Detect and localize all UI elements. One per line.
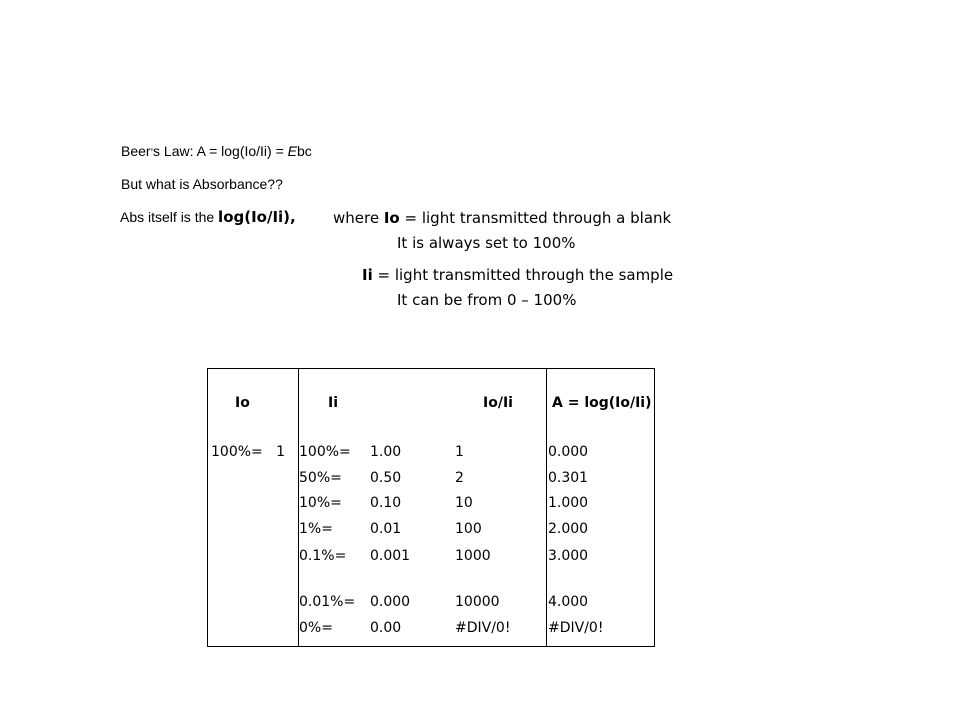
cell-absorbance: 4.000 (548, 594, 589, 610)
header-io-ii: Io/Ii (483, 395, 513, 411)
cell-percent: 0.01%= (299, 594, 356, 610)
cell-absorbance: 0.301 (548, 470, 589, 486)
ii-definition (362, 266, 673, 284)
absorbance-table (207, 368, 655, 647)
cell-ratio: 1 (455, 444, 464, 460)
beers-law-prefix: Beer (121, 143, 151, 159)
absorbance-question: But what is Absorbance?? (121, 176, 283, 192)
io-description: = light transmitted through a blank (399, 209, 672, 227)
header-io: Io (235, 395, 250, 411)
cell-absorbance: #DIV/0! (548, 620, 604, 636)
ii-symbol: Ii (362, 266, 373, 284)
cell-percent: 1%= (299, 521, 333, 537)
cell-percent: 100%= (299, 444, 351, 460)
cell-fraction: 0.000 (370, 594, 411, 610)
header-absorbance: A = log(Io/Ii) (552, 395, 652, 411)
cell-absorbance: 1.000 (548, 495, 589, 511)
cell-fraction: 0.10 (370, 495, 402, 511)
cell-fraction: 0.00 (370, 620, 402, 636)
cell-ratio: 1000 (455, 548, 491, 564)
cell-absorbance: 2.000 (548, 521, 589, 537)
cell-percent: 10%= (299, 495, 342, 511)
ii-note: It can be from 0 – 100% (397, 291, 577, 309)
abs-definition-prefix: Abs itself is the (120, 209, 219, 225)
where-text: where (333, 209, 384, 227)
beers-law-apostrophe: ’ (150, 147, 154, 159)
ii-description: = light transmitted through the sample (372, 266, 674, 284)
cell-fraction: 1.00 (370, 444, 402, 460)
column-divider (546, 369, 547, 646)
cell-absorbance: 3.000 (548, 548, 589, 564)
header-ii: Ii (328, 395, 339, 411)
cell-fraction: 0.01 (370, 521, 402, 537)
cell-ratio: 10 (455, 495, 473, 511)
io-note: It is always set to 100% (397, 234, 576, 252)
cell-ratio: 100 (455, 521, 482, 537)
cell-fraction: 0.50 (370, 470, 402, 486)
cell-fraction: 0.001 (370, 548, 411, 564)
abs-definition-formula: log(Io/Ii), (218, 208, 296, 226)
cell-ratio: #DIV/0! (455, 620, 511, 636)
abs-definition-line (120, 208, 296, 227)
io-symbol: Io (383, 209, 400, 227)
cell-ratio: 2 (455, 470, 464, 486)
beers-law-formula: s Law: A = log(Io/Ii) = (153, 143, 288, 159)
cell-percent: 0.1%= (299, 548, 347, 564)
cell-absorbance: 0.000 (548, 444, 589, 460)
io-definition (333, 209, 671, 227)
beers-law-line (121, 143, 312, 159)
cell-ratio: 10000 (455, 594, 500, 610)
cell-percent: 0%= (299, 620, 333, 636)
epsilon-symbol: E (287, 143, 298, 159)
cell-percent: 50%= (299, 470, 342, 486)
beers-law-formula-end: bc (297, 143, 312, 159)
io-value: 100%= 1 (211, 444, 286, 460)
